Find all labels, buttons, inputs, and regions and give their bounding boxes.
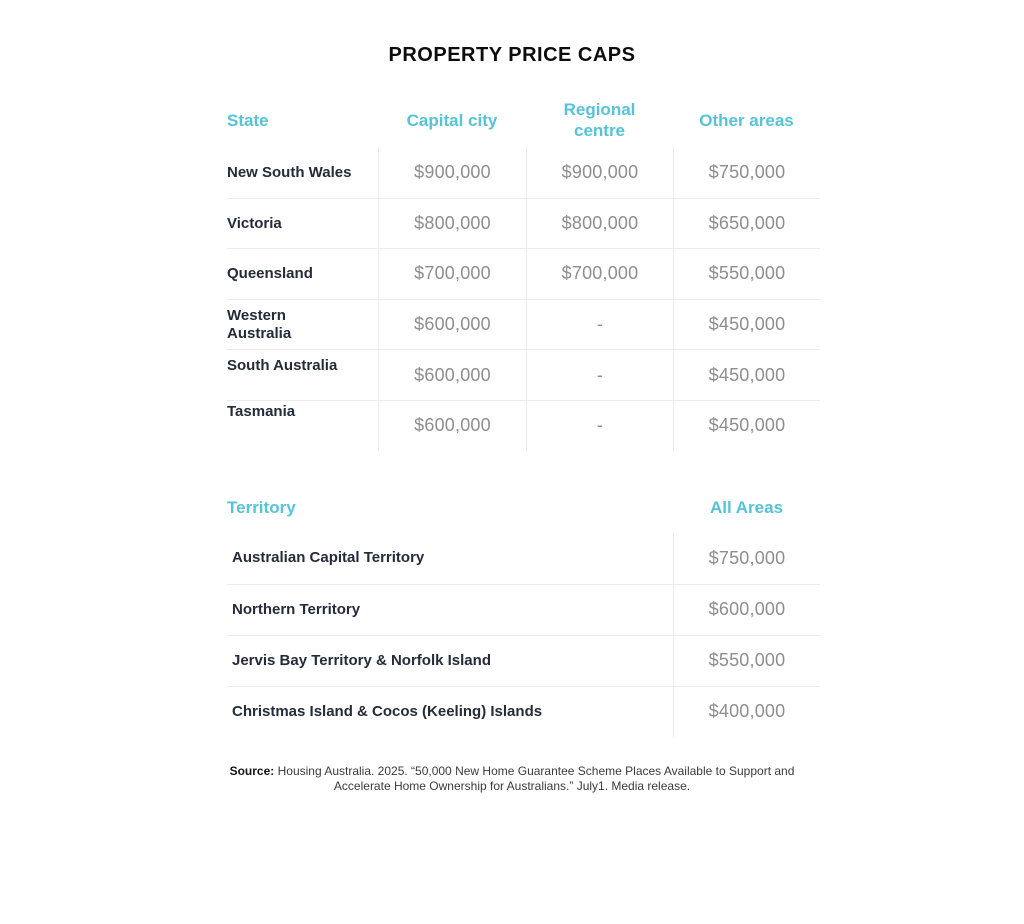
territory-table: [227, 496, 820, 737]
source-text-block: [218, 764, 806, 795]
table-row-christmas-cocos-islands: [227, 686, 820, 737]
table-row-victoria: [227, 198, 820, 249]
all-areas-value: $600,000: [673, 585, 820, 635]
territory-name-label: Northern Territory: [232, 600, 361, 618]
other-areas-value: $450,000: [673, 350, 820, 400]
regional-centre-value: -: [526, 350, 673, 400]
column-header-regional-centre: [526, 100, 673, 141]
state-name-cell: [227, 199, 378, 249]
table-row-tasmania: [227, 400, 820, 451]
territory-name-cell: [227, 687, 673, 737]
capital-city-value: $900,000: [378, 147, 526, 198]
source-text: Housing Australia. 2025. “50,000 New Home Guarantee Scheme Places Available to Support and Accelerate Home Ownership for Australians.” July1. Media release.: [274, 763, 795, 794]
territory-name-label: Christmas Island & Cocos (Keeling) Islands: [232, 702, 543, 720]
state-name-label: Tasmania: [227, 402, 296, 420]
capital-city-value: $600,000: [378, 401, 526, 451]
state-table-body: [227, 147, 820, 451]
table-row-south-australia: [227, 349, 820, 400]
other-areas-value: $750,000: [673, 147, 820, 198]
table-row-northern-territory: [227, 584, 820, 635]
capital-city-value: $700,000: [378, 249, 526, 299]
state-name-label: Victoria: [227, 214, 282, 232]
state-table: [227, 97, 820, 451]
all-areas-value: $400,000: [673, 687, 820, 737]
territory-name-cell: [227, 636, 673, 686]
all-areas-value: $750,000: [673, 533, 820, 584]
state-name-label: Queensland: [227, 265, 313, 283]
territory-name-label: Jervis Bay Territory & Norfolk Island: [232, 651, 491, 669]
column-header-territory: Territory: [227, 498, 296, 518]
territory-table-header-row: [227, 496, 820, 522]
regional-centre-value: $800,000: [526, 199, 673, 249]
territory-name-cell: [227, 585, 673, 635]
column-header-capital-city: Capital city: [406, 110, 498, 130]
state-name-label: New South Wales: [227, 163, 352, 181]
column-header-all-areas: All Areas: [709, 498, 784, 518]
other-areas-value: $450,000: [673, 401, 820, 451]
state-name-label: South Australia: [227, 357, 338, 375]
all-areas-value: $550,000: [673, 636, 820, 686]
regional-centre-value: $700,000: [526, 249, 673, 299]
source-note: [0, 764, 1024, 795]
regional-centre-value: -: [526, 300, 673, 350]
table-row-jervis-bay-norfolk-island: [227, 635, 820, 686]
table-row-queensland: [227, 248, 820, 299]
page-title: PROPERTY PRICE CAPS: [388, 44, 636, 66]
state-name-cell: [227, 249, 378, 299]
tables-container: [227, 97, 820, 737]
state-name-cell: [227, 401, 378, 451]
regional-centre-value: -: [526, 401, 673, 451]
regional-centre-value: $900,000: [526, 147, 673, 198]
table-row-western-australia: [227, 299, 820, 350]
source-label: Source:: [229, 763, 275, 778]
state-name-label: Western Australia: [227, 307, 292, 342]
state-name-cell: [227, 147, 378, 198]
capital-city-value: $600,000: [378, 300, 526, 350]
table-row-new-south-wales: [227, 147, 820, 198]
other-areas-value: $650,000: [673, 199, 820, 249]
other-areas-value: $550,000: [673, 249, 820, 299]
other-areas-value: $450,000: [673, 300, 820, 350]
capital-city-value: $800,000: [378, 199, 526, 249]
column-header-other-areas: Other areas: [699, 110, 794, 130]
column-header-state: State: [227, 110, 269, 130]
column-header-regional-centre-label: Regional centre: [563, 100, 636, 140]
territory-name-label: Australian Capital Territory: [232, 549, 425, 567]
state-table-header-row: [227, 97, 820, 145]
state-name-cell: [227, 350, 378, 400]
territory-name-cell: [227, 533, 673, 584]
territory-table-body: [227, 533, 820, 737]
table-row-australian-capital-territory: [227, 533, 820, 584]
capital-city-value: $600,000: [378, 350, 526, 400]
state-name-cell: [227, 300, 378, 350]
